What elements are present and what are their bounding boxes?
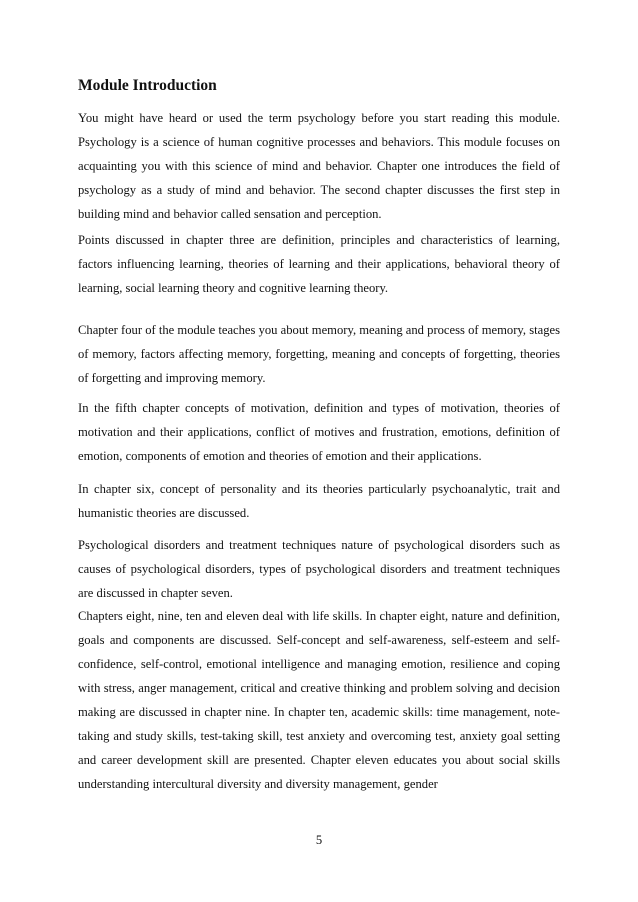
- paragraph-chapter-seven: Psychological disorders and treatment techniques nature of psychological disorders such as causes of psychological disorders, types of psychological disorders and treatment techniques are discussed in chapter seven.: [78, 538, 560, 600]
- paragraph-intro: You might have heard or used the term psychology before you start reading this module. Psychology is a science of human cognitive processes and behaviors. This module focuses on acquainting you with this science of mind and behavior. Chapter one introduces the field of psychology as a study of mind and behavior. The second chapter discusses the first step in building mind and behavior called sensation and perception.: [78, 111, 560, 221]
- page-number: 5: [315, 833, 323, 847]
- paragraph-chapter-five: In the fifth chapter concepts of motivation, definition and types of motivation, theories of motivation and their applications, conflict of motives and frustration, emotions, definition of emotion, components of emotion and theories of emotion and their applications.: [78, 401, 560, 463]
- paragraph-chapter-three: Points discussed in chapter three are definition, principles and characteristics of learning, factors influencing learning, theories of learning and their applications, behavioral theory of learning, social learning theory and cognitive learning theory.: [78, 233, 560, 295]
- section-heading: Module Introduction: [78, 77, 217, 94]
- paragraph-chapter-six: In chapter six, concept of personality and its theories particularly psychoanalytic, trait and humanistic theories are discussed.: [78, 482, 560, 520]
- paragraph-chapter-four: Chapter four of the module teaches you about memory, meaning and process of memory, stages of memory, factors affecting memory, forgetting, meaning and concepts of forgetting, theories of forgetting and improving memory.: [78, 323, 560, 385]
- paragraph-life-skills: Chapters eight, nine, ten and eleven deal with life skills. In chapter eight, nature and definition, goals and components are discussed. Self-concept and self-awareness, self-esteem and self-confidence, self-control, emotional intelligence and managing emotion, resilience and coping with stress, anger management, critical and creative thinking and problem solving and decision making are discussed in chapter nine. In chapter ten, academic skills: time management, note-taking and study skills, test-taking skill, test anxiety and overcoming test, anxiety goal setting and career development skill are presented. Chapter eleven educates you about social skills understanding intercultural diversity and diversity management, gender: [78, 609, 560, 791]
